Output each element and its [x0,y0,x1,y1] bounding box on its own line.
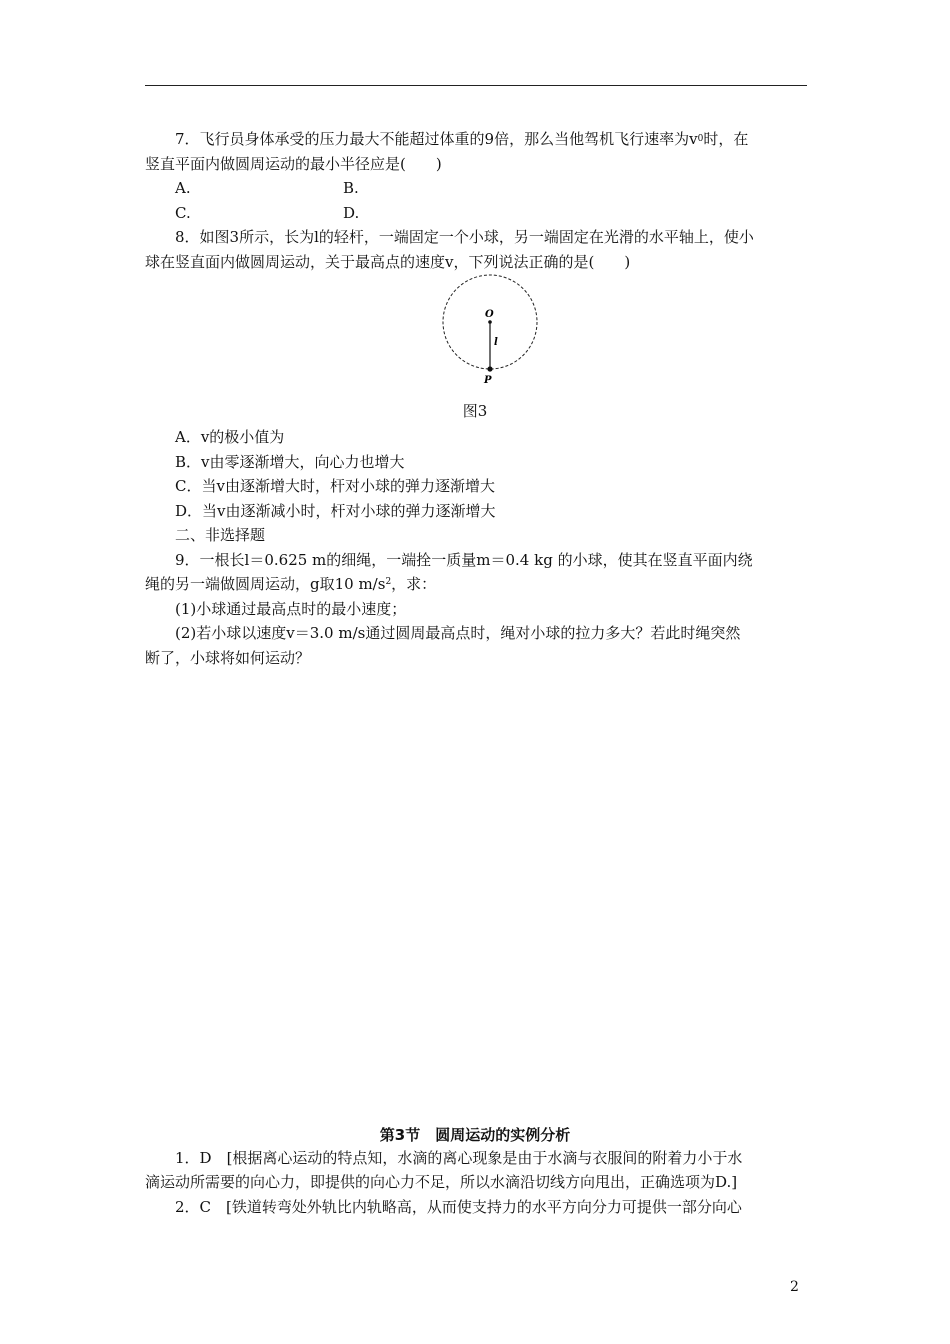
q9-line2: 绳的另一端做圆周运动，g取10 $m/s^2$，求： [145,575,437,593]
q9-part2-line2: 断了，小球将如何运动？ [145,649,311,667]
q8-option-a: A．v的极小值为 [175,428,285,446]
q7-option-c: C. [175,204,191,222]
q9-part1: (1)小球通过最高点时的最小速度； [175,600,407,618]
ball [487,366,492,371]
q8-option-c: C．当v由逐渐增大时，杆对小球的弹力逐渐增大 [175,477,495,495]
q8-option-d: D．当v由逐渐减小时，杆对小球的弹力逐渐增大 [175,502,496,520]
q7-line2: 竖直平面内做圆周运动的最小半径应是( ) [145,155,442,173]
label-p: P [484,375,492,386]
q8-line1: 8．如图3所示，长为l的轻杆，一端固定一个小球，另一端固定在光滑的水平轴上，使小 [175,228,754,246]
answer2-line1: 2．C [铁道转弯处外轨比内轨略高，从而使支持力的水平方向分力可提供一部分向心 [175,1198,742,1216]
q9-line1: 9．一根长l＝0.625 m的细绳，一端拴一质量m＝0.4 kg 的小球，使其在竖直平面内绕 [175,551,753,569]
answers-title: 第3节 圆周运动的实例分析 [379,1126,571,1144]
q7-option-a: A. [175,179,191,197]
q8-line2: 球在竖直面内做圆周运动，关于最高点的速度v，下列说法正确的是( ) [145,253,631,271]
answer1-line2: 滴运动所需要的向心力，即提供的向心力不足，所以水滴沿切线方向甩出，正确选项为D.] [145,1173,738,1191]
q8-option-b: B．v由零逐渐增大，向心力也增大 [175,453,405,471]
q7-option-d: D. [343,204,360,222]
section-heading: 二、非选择题 [175,526,266,544]
page-number: 2 [790,1279,799,1295]
q7-line1: 7．飞行员身体承受的压力最大不能超过体重的9倍，那么当他驾机飞行速率为v0时，在 [175,130,749,148]
label-o: O [485,309,494,320]
header-rule [145,85,807,86]
figure-caption: 图3 [462,402,488,420]
answer1-line1: 1．D [根据离心运动的特点知，水滴的离心现象是由于水滴与衣服间的附着力小于水 [175,1149,743,1167]
q7-option-b: B. [343,179,359,197]
q9-part2-line1: (2)若小球以速度v＝3.0 m/s通过圆周最高点时，绳对小球的拉力多大？若此时绳突然 [175,624,741,642]
circle-rod-figure [435,272,545,390]
label-l: l [494,337,498,348]
